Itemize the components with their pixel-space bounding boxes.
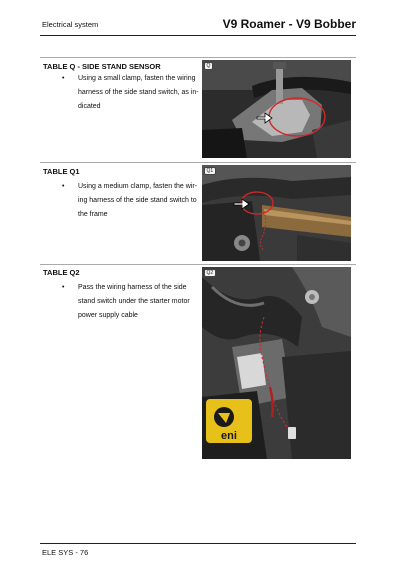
- page-number: ELE SYS - 76: [42, 548, 89, 557]
- footer-rule: [40, 543, 356, 544]
- header-rule: [40, 35, 356, 36]
- model-title: V9 Roamer - V9 Bobber: [222, 17, 356, 31]
- photo-label: Q2: [204, 269, 216, 277]
- section-divider: [40, 162, 356, 163]
- section-divider: [40, 57, 356, 58]
- table-title: TABLE Q - SIDE STAND SENSOR: [43, 62, 161, 71]
- instruction-text: Using a medium clamp, fasten the wir- ing harness of the side stand switch to the frame: [78, 183, 198, 218]
- photo-logo-text: eni: [221, 430, 237, 442]
- section-divider: [40, 264, 356, 265]
- table-title: TABLE Q1: [43, 167, 80, 176]
- photo-q: [202, 60, 351, 158]
- section-title: Electrical system: [42, 20, 99, 29]
- bullet-icon: •: [62, 183, 65, 190]
- photo-q2: [202, 267, 351, 459]
- photo-q1: [202, 165, 351, 261]
- instruction-text: Pass the wiring harness of the side stand switch under the starter motor power supply cable: [78, 284, 190, 319]
- photo-label: Q: [204, 62, 213, 70]
- photo-label: Q1: [204, 167, 216, 175]
- bullet-icon: •: [62, 284, 65, 291]
- instruction-text: Using a small clamp, fasten the wiring harness of the side stand switch, as in- dicated: [78, 75, 199, 110]
- bullet-icon: •: [62, 75, 65, 82]
- table-title: TABLE Q2: [43, 268, 80, 277]
